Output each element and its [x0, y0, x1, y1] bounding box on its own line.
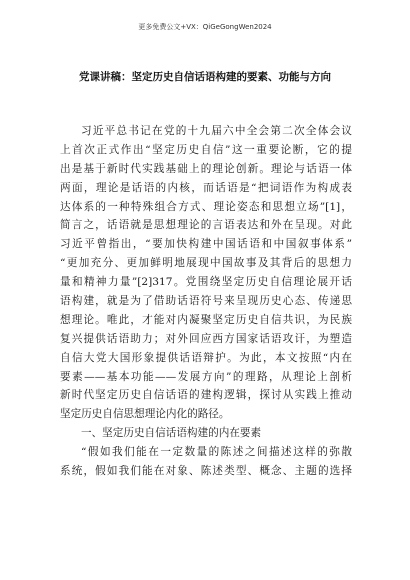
text-line: 两面，理论是话语的内核，而话语是“把词语作为构成表: [60, 181, 352, 194]
text-line: 自信大党大国形象提供话语辩护。为此，本文按照“内在: [60, 351, 352, 364]
text-line: 达体系的一种特殊组合方式、理论姿态和思想立场”[1]，: [60, 200, 352, 213]
text-line: 出是基于新时代实践基础上的理论创新。理论与话语一体: [60, 162, 352, 175]
text-line: 复兴提供话语助力；对外回应西方国家话语攻讦，为塑造: [60, 332, 352, 345]
text-line: “更加充分、更加鲜明地展现中国故事及其背后的思想力: [60, 257, 352, 270]
section-heading: 一、坚定历史自信话语构建的内在要素: [81, 427, 262, 440]
text-line: “假如我们能在一定数量的陈述之间描述这样的弥散: [81, 446, 352, 459]
text-line: 习近平总书记在党的十九届六中全会第二次全体会议: [81, 125, 352, 137]
text-line: 系统，假如我们能在对象、陈述类型、概念、主题的选择: [60, 465, 352, 478]
text-line: 量和精神力量”[2]317。党围绕坚定历史自信理论展开话: [60, 276, 352, 289]
document-body: [60, 122, 352, 481]
text-line: 坚定历史自信思想理论内化的路径。: [60, 408, 230, 421]
paragraph-section1: [60, 443, 352, 481]
header-note: 更多免费公文+VX：QiGeGongWen2024: [138, 23, 272, 31]
text-line: 语构建，就是为了借助话语符号来呈现历史心态、传递思: [60, 295, 352, 308]
text-line: 想理论。唯此，才能对内凝聚坚定历史自信共识，为民族: [60, 313, 352, 326]
text-line: 上首次正式作出“坚定历史自信”这一重要论断，它的提: [60, 143, 352, 156]
document-title: 党课讲稿：坚定历史自信话语构建的要素、功能与方向: [79, 71, 331, 83]
text-line: 习近平曾指出，“要加快构建中国话语和中国叙事体系”: [60, 238, 352, 251]
paragraph-intro: [60, 122, 352, 424]
text-line: 简言之，话语就是思想理论的言语表达和外在呈现。对此: [60, 219, 352, 232]
text-line: 要素——基本功能——发展方向”的理路，从理论上剖析: [60, 370, 352, 383]
text-line: 新时代坚定历史自信话语的建构逻辑，探讨从实践上推动: [60, 389, 352, 402]
